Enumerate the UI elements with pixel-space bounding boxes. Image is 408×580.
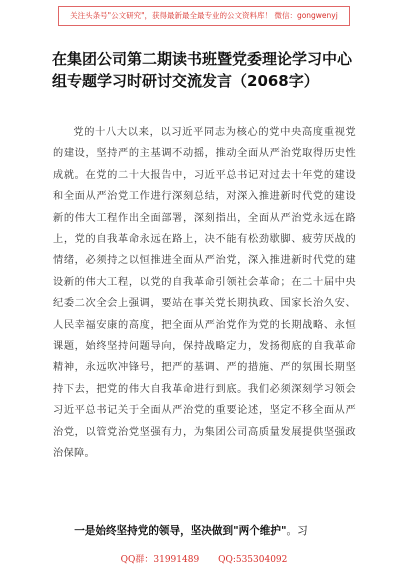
document-body — [53, 122, 356, 465]
section-heading-bold: 一是始终坚持党的领导，坚决做到"两个维护" — [74, 525, 287, 537]
section-heading-rest: 。习 — [286, 525, 308, 537]
footer-qq: QQ:535304092 — [218, 555, 288, 565]
footer-qq-group: QQ群：31991489 — [120, 555, 200, 565]
section-heading — [53, 522, 356, 540]
page-footer — [0, 552, 408, 565]
document-title: 在集团公司第二期读书班暨党委理论学习中心组专题学习时研讨交流发言（2068字） — [52, 50, 353, 90]
header-banner: 关注头条号"公文研究"，获得最新最全最专业的公文资料库！ 微信：gongwenyj — [58, 6, 350, 26]
body-paragraph: 党的十八大以来，以习近平同志为核心的党中央高度重视党的建设，坚持严的主基调不动摇，推动全面从严治党取得历史性成就。在党的二十大报告中，习近平总书记对过去十年党的建设和全面从严治党工作进行深刻总结，对深入推进新时代党的建设新的伟大工程作出全面部署，深刻指出，全面从严治党永远在路上，党的自我革命永远在路上，决不能有松劲歇脚、疲劳厌战的情绪，必须持之以恒推进全面从严治党，深入推进新时代党的建设新的伟大工程，以党的自我革命引领社会革命；在二十届中央纪委二次全会上强调，要站在事关党长期执政、国家长治久安、人民幸福安康的高度，把全面从严治党作为党的长期战略、永恒课题，始终坚持问题导向，保持战略定力，发扬彻底的自我革命精神，永远吹冲锋号，把严的基调、严的措施、严的氛围长期坚持下去，把党的伟大自我革命进行到底。我们必须深刻学习领会习近平总书记关于全面从严治党的重要论述，坚定不移全面从严治党，以管党治党坚强有力，为集团公司高质量发展提供坚强政治保障。 — [53, 127, 356, 460]
